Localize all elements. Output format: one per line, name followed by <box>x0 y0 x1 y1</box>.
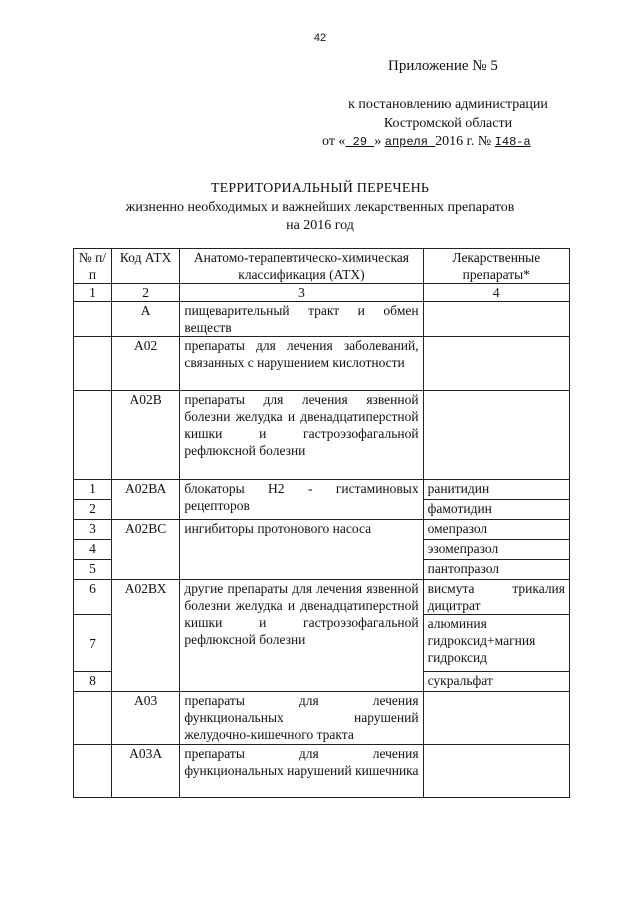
drug-name <box>423 745 569 798</box>
atc-code: А03 <box>111 692 179 745</box>
table-row <box>74 580 570 615</box>
row-num: 4 <box>74 540 112 560</box>
drug-name <box>423 692 569 745</box>
table-row <box>74 302 570 337</box>
atc-code: А02 <box>111 337 179 391</box>
atc-code: А02ВХ <box>111 580 179 692</box>
drug-name: эзомепразол <box>423 540 569 560</box>
row-num: 3 <box>74 520 112 540</box>
drug-name <box>423 391 569 480</box>
atc-classification: препараты для лечения заболеваний, связанных с нарушением кислотности <box>180 337 423 391</box>
row-num: 1 <box>74 480 112 500</box>
drug-name: омепразол <box>423 520 569 540</box>
row-num <box>74 745 112 798</box>
annex-line-1: к постановлению администрации <box>348 97 548 112</box>
row-num: 7 <box>74 615 112 672</box>
table-row <box>74 391 570 480</box>
row-num: 6 <box>74 580 112 615</box>
drug-name: фамотидин <box>423 500 569 520</box>
row-num: 5 <box>74 560 112 580</box>
annex-line-2: Костромской области <box>383 116 513 131</box>
table-header-row <box>74 249 570 284</box>
col-index: 4 <box>423 284 569 302</box>
row-num: 8 <box>74 672 112 692</box>
drug-name: сукральфат <box>423 672 569 692</box>
header-atc-code: Код АТХ <box>111 249 179 284</box>
row-num <box>74 302 112 337</box>
table-row <box>74 745 570 798</box>
atc-classification: препараты для лечения функциональных нарушений кишечника <box>180 745 423 798</box>
atc-code: А03А <box>111 745 179 798</box>
table-row <box>74 480 570 500</box>
row-num <box>74 337 112 391</box>
document-title: ТЕРРИТОРИАЛЬНЫЙ ПЕРЕЧЕНЬ <box>210 181 430 196</box>
atc-code: А02В <box>111 391 179 480</box>
date-mid-1: » <box>374 134 385 149</box>
col-index: 1 <box>74 284 112 302</box>
decree-date-line <box>322 134 531 150</box>
col-index: 2 <box>111 284 179 302</box>
atc-classification: препараты для лечения язвенной болезни желудка и двенадцатиперстной кишки и гастроэзофагальной рефлюксной болезни <box>180 391 423 480</box>
table-row <box>74 692 570 745</box>
decree-number: I48-а <box>494 135 531 149</box>
drug-name <box>423 302 569 337</box>
header-classification: Анатомо-терапевтическо-химическая классификация (АТХ) <box>180 249 423 284</box>
decree-day: 29 <box>345 135 375 149</box>
table-row <box>74 520 570 540</box>
date-prefix: от « <box>322 134 346 149</box>
atc-classification: пищеварительный тракт и обмен веществ <box>180 302 423 337</box>
col-index: 3 <box>180 284 423 302</box>
atc-classification: ингибиторы протонового насоса <box>180 520 423 580</box>
row-num <box>74 391 112 480</box>
atc-code: А <box>111 302 179 337</box>
drug-name: пантопразол <box>423 560 569 580</box>
column-index-row <box>74 284 570 302</box>
drug-name: висмута трикалия дицитрат <box>423 580 569 615</box>
drug-name: ранитидин <box>423 480 569 500</box>
drug-name: алюминия гидроксид+магния гидроксид <box>423 615 569 672</box>
annex-title: Приложение № 5 <box>388 58 498 74</box>
document-year: на 2016 год <box>286 218 354 233</box>
row-num <box>74 692 112 745</box>
drug-name <box>423 337 569 391</box>
table-row <box>74 337 570 391</box>
drug-list-table <box>73 248 570 798</box>
page-number: 42 <box>313 32 327 44</box>
atc-code: А02ВС <box>111 520 179 580</box>
document-subtitle: жизненно необходимых и важнейших лекарственных препаратов <box>125 200 515 215</box>
header-num: № п/п <box>74 249 112 284</box>
decree-month: апреля <box>384 135 436 149</box>
atc-classification: препараты для лечения функциональных нарушений желудочно-кишечного тракта <box>180 692 423 745</box>
atc-classification: блокаторы Н2 - гистаминовых рецепторов <box>180 480 423 520</box>
atc-classification: другие препараты для лечения язвенной болезни желудка и двенадцатиперстной кишки и гастроэзофагальной рефлюксной болезни <box>180 580 423 692</box>
atc-code: А02ВА <box>111 480 179 520</box>
row-num: 2 <box>74 500 112 520</box>
header-drugs: Лекарственные препараты* <box>423 249 569 284</box>
date-mid-2: 2016 г. № <box>435 134 495 149</box>
